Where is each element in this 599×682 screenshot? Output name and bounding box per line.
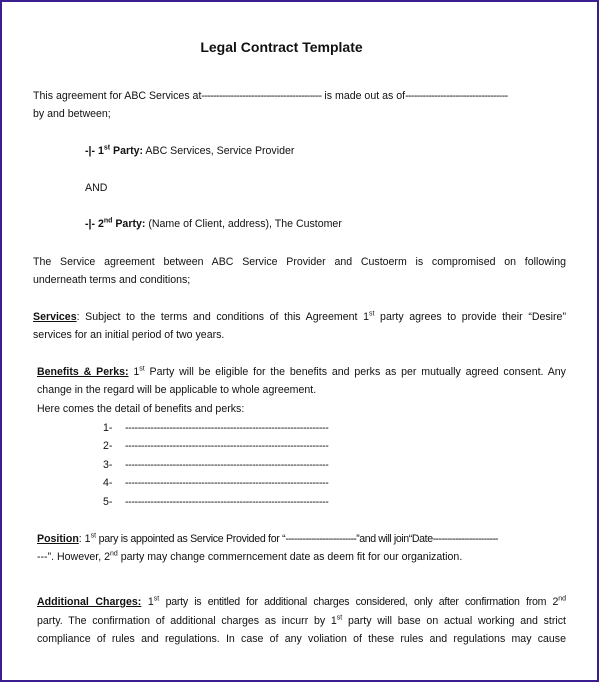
intro-blank-1: ----------------------------------------- bbox=[201, 90, 322, 102]
additional-text-2: party is entitled for additional charges considered, only after confirmation from 2 bbox=[159, 596, 559, 608]
party-1-sup: st bbox=[103, 144, 111, 152]
benefits-heading: Benefits & Perks: bbox=[37, 366, 129, 378]
party-2-text: (Name of Client, address), The Customer bbox=[145, 218, 342, 230]
list-item-number: 3- bbox=[103, 459, 113, 471]
services-line-2: services for an initial period of two years. bbox=[33, 329, 225, 341]
party-2-sup: nd bbox=[103, 217, 113, 225]
benefits-text-1: 1 bbox=[128, 366, 140, 378]
list-item-blank: ---------------------------------------------------------------- bbox=[125, 496, 329, 508]
party-1-line bbox=[85, 142, 294, 161]
list-item-number: 4- bbox=[103, 477, 113, 489]
intro-line-1 bbox=[33, 87, 566, 106]
and-text: AND bbox=[85, 182, 108, 194]
list-item-blank: ---------------------------------------------------------------- bbox=[125, 440, 329, 452]
benefits-text-2: Party will be eligible for the benefits and perks as per mutually agreed consent. Any bbox=[144, 366, 566, 378]
additional-line-1 bbox=[37, 593, 566, 612]
position-line-2-a: ---”. However, 2 bbox=[37, 551, 110, 563]
document-title: Legal Contract Template bbox=[200, 39, 363, 55]
party-1-label: Party: bbox=[110, 145, 144, 157]
intro-blank-2: ----------------------------------- bbox=[405, 90, 508, 102]
position-blank-1: ------------------------- bbox=[285, 533, 357, 545]
additional-heading: Additional Charges: bbox=[37, 596, 142, 608]
list-item-number: 1- bbox=[103, 422, 113, 434]
position-line-2 bbox=[37, 548, 462, 567]
services-text-2: party agrees to provide their “Desire” bbox=[374, 311, 566, 323]
list-item bbox=[103, 437, 328, 456]
list-item bbox=[103, 474, 328, 493]
additional-sup-1: st bbox=[153, 595, 160, 603]
list-item bbox=[103, 493, 328, 512]
services-heading: Services bbox=[33, 311, 77, 323]
intro-text-1: This agreement for ABC Services at bbox=[33, 90, 202, 102]
services-sup: st bbox=[368, 310, 375, 318]
position-text-3: ”and will join“Date bbox=[356, 533, 433, 545]
additional-line-3: compliance of rules and regulations. In case of any voliation of these rules and regulations may cause bbox=[37, 633, 566, 645]
position-sup-2: nd bbox=[110, 550, 118, 558]
contract-page bbox=[2, 2, 597, 680]
position-sup-1: st bbox=[90, 532, 97, 540]
position-text-1: : 1 bbox=[78, 533, 91, 545]
additional-sup-2: nd bbox=[558, 595, 566, 603]
party-2-prefix: -|- 2 bbox=[85, 218, 104, 230]
position-line-2-b: party may change commerncement date as deem fit for our organization. bbox=[117, 551, 463, 563]
services-text-1: : Subject to the terms and conditions of this Agreement 1 bbox=[76, 311, 369, 323]
list-item-blank: ---------------------------------------------------------------- bbox=[125, 459, 329, 471]
list-item bbox=[103, 419, 328, 438]
benefits-line-1 bbox=[37, 363, 566, 382]
party-1-prefix: -|- 1 bbox=[85, 145, 104, 157]
service-agreement-line-2: underneath terms and conditions; bbox=[33, 274, 191, 286]
benefits-line-2: change in the regard will be applicable to whole agreement. bbox=[37, 384, 317, 396]
position-line-1 bbox=[37, 530, 566, 549]
list-item bbox=[103, 456, 328, 475]
position-blank-2: ----------------------- bbox=[432, 533, 498, 545]
additional-line-2-a: party. The confirmation of additional charges as incurr by 1 bbox=[37, 615, 337, 627]
list-item-blank: ---------------------------------------------------------------- bbox=[125, 477, 329, 489]
intro-line-2: by and between; bbox=[33, 108, 111, 120]
benefits-line-3: Here comes the detail of benefits and perks: bbox=[37, 403, 245, 415]
party-2-label: Party: bbox=[112, 218, 146, 230]
position-text-2: pary is appointed as Service Provided for “ bbox=[96, 533, 286, 545]
list-item-number: 2- bbox=[103, 440, 113, 452]
position-heading: Position bbox=[37, 533, 79, 545]
service-agreement-line-1: The Service agreement between ABC Service Provider and Custoerm is compromised on following bbox=[33, 256, 566, 268]
list-item-number: 5- bbox=[103, 496, 113, 508]
benefits-sup: st bbox=[139, 365, 145, 373]
services-line-1 bbox=[33, 308, 566, 327]
additional-text-1: 1 bbox=[141, 596, 154, 608]
additional-sup-3: st bbox=[336, 614, 343, 622]
additional-line-2 bbox=[37, 612, 566, 631]
party-2-line bbox=[85, 215, 342, 234]
additional-line-2-b: party will base on actual working and strict bbox=[342, 615, 566, 627]
list-item-blank: ---------------------------------------------------------------- bbox=[125, 422, 329, 434]
party-1-text: ABC Services, Service Provider bbox=[143, 145, 295, 157]
intro-text-2: is made out as of bbox=[321, 90, 406, 102]
